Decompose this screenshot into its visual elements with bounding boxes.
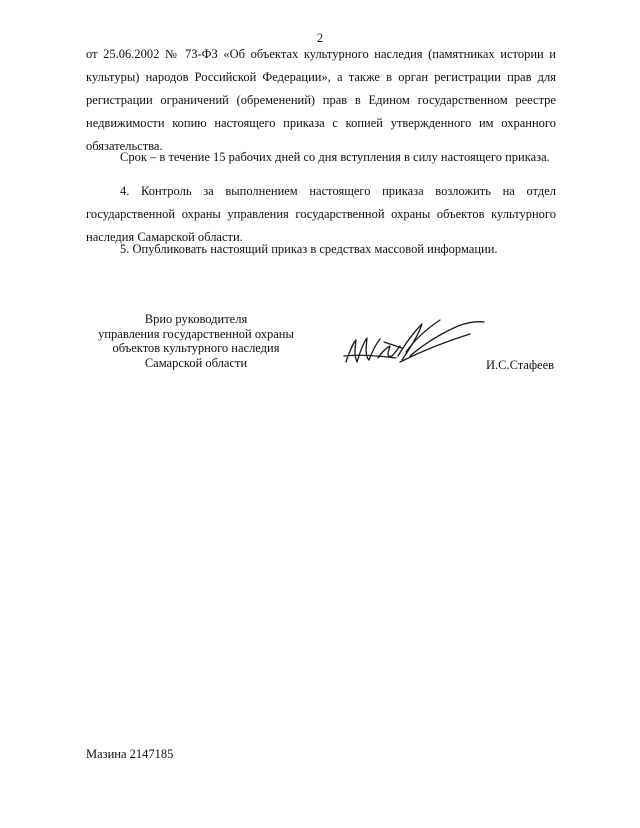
signer-name: И.С.Стафеев — [486, 358, 555, 372]
position-line-2: управления государственной охраны — [98, 326, 294, 341]
signatory-position — [86, 312, 306, 370]
position-line-4: Самарской области — [144, 355, 248, 370]
executor-note: Мазина 2147185 — [86, 747, 174, 761]
paragraph-item-4: 4. Контроль за выполнением настоящего приказа возложить на отдел государственной охраны управления государственной охраны объектов культурного наследия Самарской области. — [86, 184, 556, 244]
position-line-1: Врио руководителя — [144, 312, 248, 326]
paragraph-continuation: от 25.06.2002 № 73-ФЗ «Об объектах культурного наследия (памятниках истории и культуры) народов Российской Федерации», а также в орган регистрации прав для регистрации ограничений (обременений) прав в Едином государственном реестре недвижимости копию настоящего приказа с копией утвержденного им охранного обязательства. — [86, 47, 556, 153]
paragraph-deadline: Срок – в течение 15 рабочих дней со дня вступления в силу настоящего приказа. — [120, 150, 550, 164]
paragraph-item-5: 5. Опубликовать настоящий приказ в средствах массовой информации. — [120, 242, 498, 256]
handwritten-signature — [340, 312, 490, 374]
page-number: 2 — [316, 31, 324, 45]
position-line-3: объектов культурного наследия — [112, 341, 280, 355]
